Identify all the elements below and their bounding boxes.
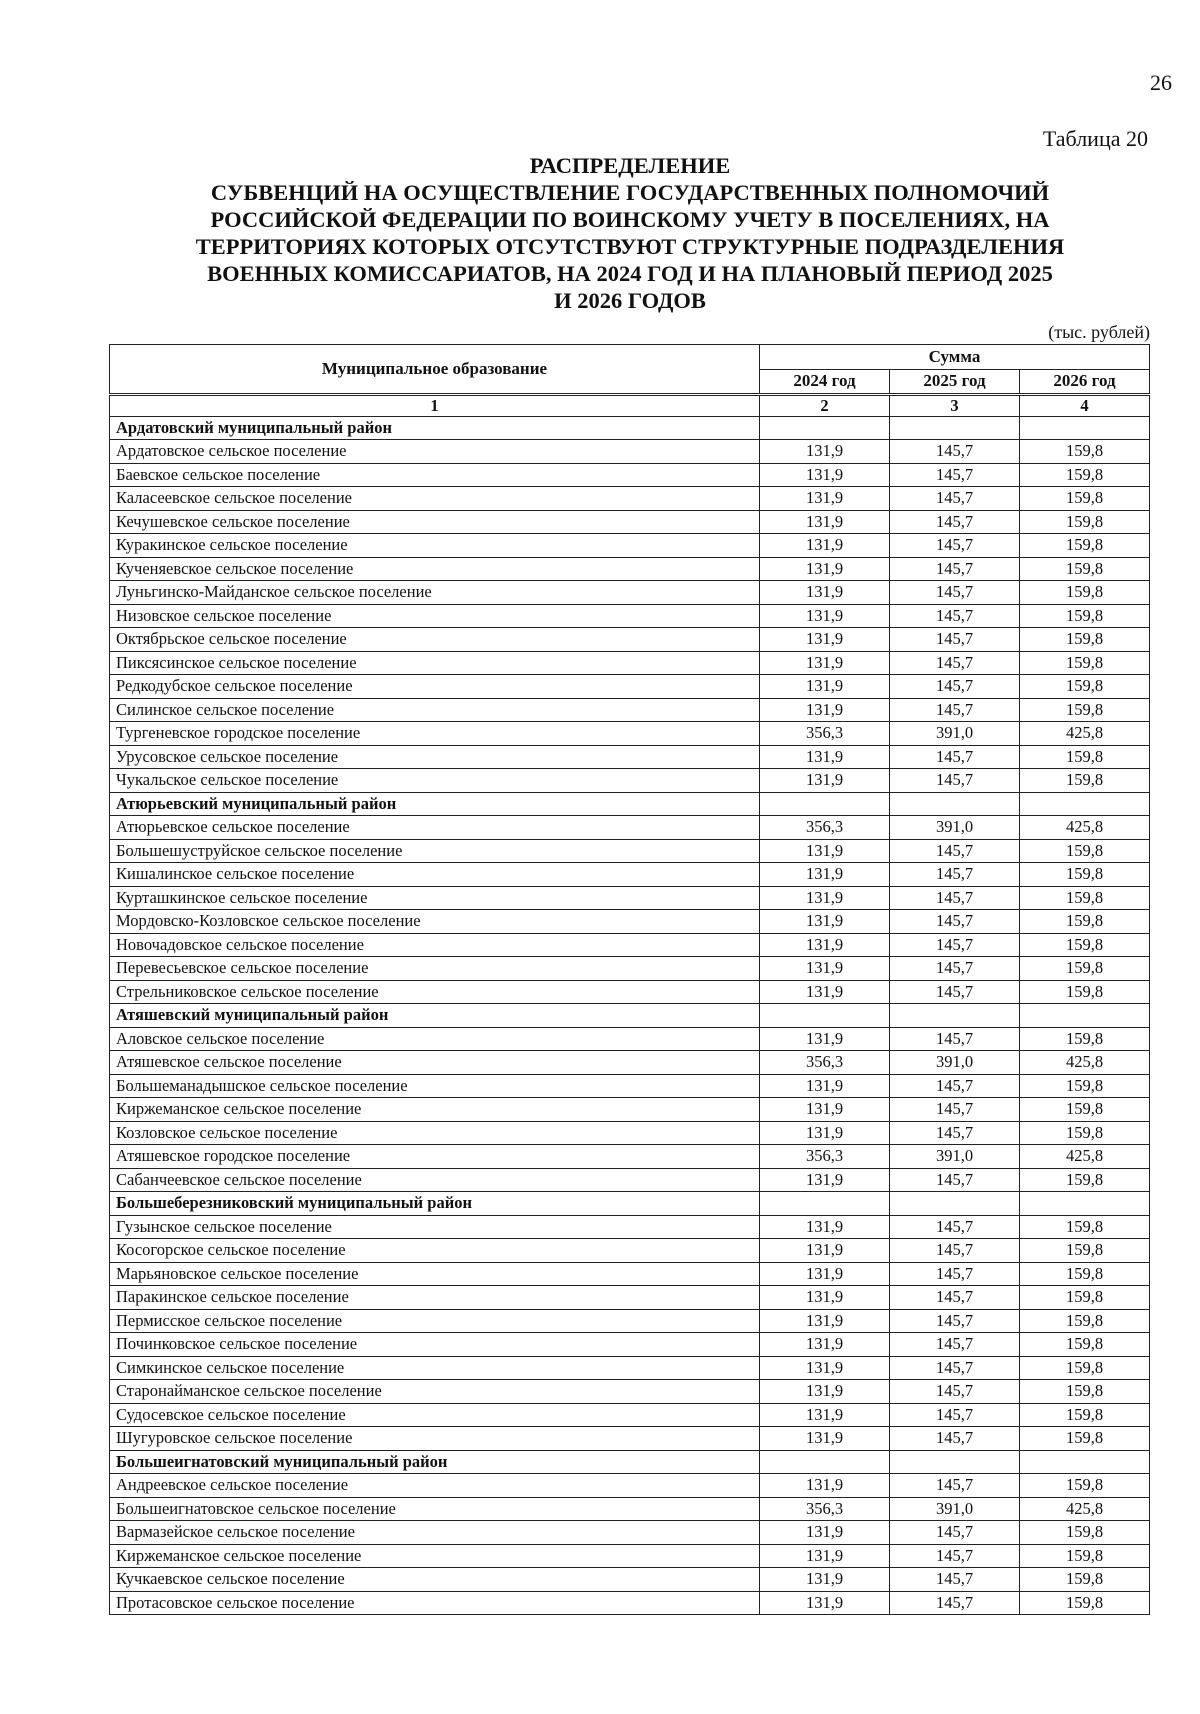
- amount-2026: 159,8: [1020, 1027, 1150, 1051]
- amount-2025: 145,7: [890, 675, 1020, 699]
- settlement-name: Октябрьское сельское поселение: [110, 628, 760, 652]
- settlement-name: Пермисское сельское поселение: [110, 1309, 760, 1333]
- amount-2025: 145,7: [890, 604, 1020, 628]
- table-row: [110, 1027, 1150, 1051]
- amount-2024: 356,3: [760, 1497, 890, 1521]
- settlement-name: Ардатовское сельское поселение: [110, 440, 760, 464]
- table-row: [110, 1215, 1150, 1239]
- amount-2024: 131,9: [760, 1380, 890, 1404]
- amount-2026: 159,8: [1020, 1474, 1150, 1498]
- amount-2024: 131,9: [760, 1027, 890, 1051]
- amount-2025: 145,7: [890, 1333, 1020, 1357]
- table-row: [110, 534, 1150, 558]
- district-row: [110, 1004, 1150, 1028]
- settlement-name: Шугуровское сельское поселение: [110, 1427, 760, 1451]
- table-row: [110, 816, 1150, 840]
- amount-2026: [1020, 1450, 1150, 1474]
- amount-2025: 145,7: [890, 1427, 1020, 1451]
- amount-2024: 131,9: [760, 510, 890, 534]
- amount-2024: 131,9: [760, 651, 890, 675]
- amount-2025: 145,7: [890, 440, 1020, 464]
- amount-2025: 145,7: [890, 628, 1020, 652]
- settlement-name: Косогорское сельское поселение: [110, 1239, 760, 1263]
- amount-2024: 356,3: [760, 722, 890, 746]
- settlement-name: Большеманадышское сельское поселение: [110, 1074, 760, 1098]
- amount-2024: 131,9: [760, 698, 890, 722]
- amount-2025: 145,7: [890, 910, 1020, 934]
- amount-2025: [890, 1450, 1020, 1474]
- table-row: [110, 1544, 1150, 1568]
- amount-2026: 159,8: [1020, 769, 1150, 793]
- amount-2024: 131,9: [760, 1427, 890, 1451]
- column-number: 1: [110, 394, 760, 416]
- amount-2024: 131,9: [760, 1568, 890, 1592]
- title-line: ТЕРРИТОРИЯХ КОТОРЫХ ОТСУТСТВУЮТ СТРУКТУРНЫЕ ПОДРАЗДЕЛЕНИЯ: [195, 234, 1065, 259]
- amount-2024: 131,9: [760, 933, 890, 957]
- table-row: [110, 628, 1150, 652]
- amount-2024: [760, 792, 890, 816]
- amount-2024: [760, 1004, 890, 1028]
- amount-2026: 159,8: [1020, 1074, 1150, 1098]
- district-row: [110, 1450, 1150, 1474]
- column-number: 2: [760, 394, 890, 416]
- settlement-name: Новочадовское сельское поселение: [110, 933, 760, 957]
- amount-2026: 159,8: [1020, 463, 1150, 487]
- amount-2025: 391,0: [890, 816, 1020, 840]
- amount-2025: 145,7: [890, 1380, 1020, 1404]
- amount-2026: 159,8: [1020, 440, 1150, 464]
- amount-2026: 159,8: [1020, 1568, 1150, 1592]
- district-row: [110, 1192, 1150, 1216]
- amount-2025: 145,7: [890, 463, 1020, 487]
- amount-2024: 131,9: [760, 581, 890, 605]
- amount-2026: 159,8: [1020, 557, 1150, 581]
- amount-2025: 391,0: [890, 722, 1020, 746]
- settlement-name: Старонайманское сельское поселение: [110, 1380, 760, 1404]
- amount-2024: 131,9: [760, 675, 890, 699]
- table-body: [110, 416, 1150, 1615]
- amount-2025: 145,7: [890, 1309, 1020, 1333]
- settlement-name: Кишалинское сельское поселение: [110, 863, 760, 887]
- table-row: [110, 1474, 1150, 1498]
- amount-2025: 145,7: [890, 769, 1020, 793]
- amount-2026: 159,8: [1020, 1215, 1150, 1239]
- amount-2024: 131,9: [760, 886, 890, 910]
- table-row: [110, 463, 1150, 487]
- table-row: [110, 1427, 1150, 1451]
- amount-2026: 159,8: [1020, 534, 1150, 558]
- table-row: [110, 1051, 1150, 1075]
- district-name: Атяшевский муниципальный район: [110, 1004, 760, 1028]
- amount-2024: 131,9: [760, 604, 890, 628]
- settlement-name: Сабанчеевское сельское поселение: [110, 1168, 760, 1192]
- table-row: [110, 1121, 1150, 1145]
- table-row: [110, 440, 1150, 464]
- amount-2024: 131,9: [760, 1333, 890, 1357]
- amount-2025: 145,7: [890, 1286, 1020, 1310]
- settlement-name: Атяшевское сельское поселение: [110, 1051, 760, 1075]
- amount-2024: [760, 416, 890, 440]
- amount-2024: 131,9: [760, 1262, 890, 1286]
- amount-2025: 145,7: [890, 886, 1020, 910]
- amount-2026: 159,8: [1020, 1333, 1150, 1357]
- amount-2024: 131,9: [760, 1309, 890, 1333]
- district-name: Большеберезниковский муниципальный район: [110, 1192, 760, 1216]
- amount-2026: 159,8: [1020, 1286, 1150, 1310]
- settlement-name: Низовское сельское поселение: [110, 604, 760, 628]
- amount-2024: 131,9: [760, 980, 890, 1004]
- table-row: [110, 839, 1150, 863]
- amount-2025: [890, 792, 1020, 816]
- settlement-name: Баевское сельское поселение: [110, 463, 760, 487]
- table-row: [110, 675, 1150, 699]
- amount-2026: 159,8: [1020, 745, 1150, 769]
- table-row: [110, 863, 1150, 887]
- amount-2025: 145,7: [890, 1027, 1020, 1051]
- amount-2024: 131,9: [760, 1474, 890, 1498]
- amount-2026: 159,8: [1020, 1121, 1150, 1145]
- amount-2025: 145,7: [890, 1474, 1020, 1498]
- amount-2025: 145,7: [890, 1521, 1020, 1545]
- amount-2024: 131,9: [760, 1121, 890, 1145]
- amount-2026: 159,8: [1020, 863, 1150, 887]
- settlement-name: Симкинское сельское поселение: [110, 1356, 760, 1380]
- settlement-name: Киржеманское сельское поселение: [110, 1544, 760, 1568]
- amount-2025: 145,7: [890, 557, 1020, 581]
- settlement-name: Починковское сельское поселение: [110, 1333, 760, 1357]
- table-row: [110, 1591, 1150, 1615]
- amount-2025: 145,7: [890, 510, 1020, 534]
- district-name: Большеигнатовский муниципальный район: [110, 1450, 760, 1474]
- table-row: [110, 557, 1150, 581]
- amount-2024: 131,9: [760, 557, 890, 581]
- amount-2025: [890, 416, 1020, 440]
- amount-2025: 145,7: [890, 1591, 1020, 1615]
- title-line: ВОЕННЫХ КОМИССАРИАТОВ, НА 2024 ГОД И НА ПЛАНОВЫЙ ПЕРИОД 2025: [207, 261, 1053, 286]
- amount-2024: 131,9: [760, 839, 890, 863]
- amount-2024: 131,9: [760, 1544, 890, 1568]
- header-year-2024: 2024 год: [760, 370, 890, 395]
- settlement-name: Кучкаевское сельское поселение: [110, 1568, 760, 1592]
- amount-2024: [760, 1192, 890, 1216]
- amount-2026: 159,8: [1020, 675, 1150, 699]
- amount-2026: 159,8: [1020, 510, 1150, 534]
- table-row: [110, 698, 1150, 722]
- amount-2026: 425,8: [1020, 816, 1150, 840]
- table-row: [110, 510, 1150, 534]
- amount-2025: 145,7: [890, 1356, 1020, 1380]
- amount-2026: 425,8: [1020, 1497, 1150, 1521]
- table-row: [110, 769, 1150, 793]
- table-row: [110, 1497, 1150, 1521]
- table-row: [110, 604, 1150, 628]
- title-line: И 2026 ГОДОВ: [554, 288, 706, 313]
- settlement-name: Вармазейское сельское поселение: [110, 1521, 760, 1545]
- district-name: Ардатовский муниципальный район: [110, 416, 760, 440]
- settlement-name: Мордовско-Козловское сельское поселение: [110, 910, 760, 934]
- settlement-name: Тургеневское городское поселение: [110, 722, 760, 746]
- settlement-name: Курташкинское сельское поселение: [110, 886, 760, 910]
- table-row: [110, 1333, 1150, 1357]
- table-row: [110, 910, 1150, 934]
- table-row: [110, 1380, 1150, 1404]
- amount-2026: 159,8: [1020, 980, 1150, 1004]
- amount-2026: 159,8: [1020, 604, 1150, 628]
- amount-2024: [760, 1450, 890, 1474]
- amount-2026: 159,8: [1020, 651, 1150, 675]
- table-row: [110, 581, 1150, 605]
- amount-2025: 145,7: [890, 1403, 1020, 1427]
- amount-2024: 131,9: [760, 1286, 890, 1310]
- amount-2026: 159,8: [1020, 1427, 1150, 1451]
- amount-2026: [1020, 792, 1150, 816]
- amount-2026: 159,8: [1020, 1356, 1150, 1380]
- district-row: [110, 416, 1150, 440]
- amount-2025: [890, 1192, 1020, 1216]
- amount-2026: [1020, 1004, 1150, 1028]
- table-row: [110, 1168, 1150, 1192]
- settlement-name: Урусовское сельское поселение: [110, 745, 760, 769]
- amount-2024: 131,9: [760, 534, 890, 558]
- amount-2026: 159,8: [1020, 910, 1150, 934]
- amount-2025: 391,0: [890, 1497, 1020, 1521]
- amount-2025: 145,7: [890, 487, 1020, 511]
- table-row: [110, 651, 1150, 675]
- amount-2026: 159,8: [1020, 1521, 1150, 1545]
- amount-2025: 145,7: [890, 581, 1020, 605]
- amount-2025: [890, 1004, 1020, 1028]
- amount-2024: 131,9: [760, 463, 890, 487]
- amount-2026: 159,8: [1020, 933, 1150, 957]
- amount-2025: 145,7: [890, 980, 1020, 1004]
- settlement-name: Кечушевское сельское поселение: [110, 510, 760, 534]
- amount-2024: 131,9: [760, 863, 890, 887]
- settlement-name: Перевесьевское сельское поселение: [110, 957, 760, 981]
- amount-2024: 131,9: [760, 440, 890, 464]
- amount-2025: 145,7: [890, 957, 1020, 981]
- amount-2024: 131,9: [760, 1356, 890, 1380]
- amount-2024: 131,9: [760, 1168, 890, 1192]
- settlement-name: Атюрьевское сельское поселение: [110, 816, 760, 840]
- amount-2024: 131,9: [760, 1239, 890, 1263]
- amount-2025: 391,0: [890, 1145, 1020, 1169]
- settlement-name: Куракинское сельское поселение: [110, 534, 760, 558]
- amount-2026: 159,8: [1020, 1262, 1150, 1286]
- table-row: [110, 1074, 1150, 1098]
- table-row: [110, 1098, 1150, 1122]
- settlement-name: Атяшевское городское поселение: [110, 1145, 760, 1169]
- header-sum: Сумма: [760, 345, 1150, 370]
- amount-2025: 145,7: [890, 1098, 1020, 1122]
- settlement-name: Большеигнатовское сельское поселение: [110, 1497, 760, 1521]
- table-row: [110, 933, 1150, 957]
- amount-2025: 145,7: [890, 534, 1020, 558]
- amount-2026: 159,8: [1020, 1309, 1150, 1333]
- settlement-name: Судосевское сельское поселение: [110, 1403, 760, 1427]
- settlement-name: Аловское сельское поселение: [110, 1027, 760, 1051]
- settlement-name: Козловское сельское поселение: [110, 1121, 760, 1145]
- amount-2024: 131,9: [760, 910, 890, 934]
- amount-2025: 145,7: [890, 839, 1020, 863]
- amount-2024: 131,9: [760, 745, 890, 769]
- amount-2025: 145,7: [890, 698, 1020, 722]
- table-row: [110, 1262, 1150, 1286]
- amount-2025: 145,7: [890, 863, 1020, 887]
- amount-2025: 145,7: [890, 1121, 1020, 1145]
- table-row: [110, 1309, 1150, 1333]
- header-year-2025: 2025 год: [890, 370, 1020, 395]
- amount-2026: 159,8: [1020, 1403, 1150, 1427]
- table-row: [110, 1521, 1150, 1545]
- amount-2024: 131,9: [760, 957, 890, 981]
- amount-2024: 131,9: [760, 1215, 890, 1239]
- table-label: Таблица 20: [1042, 126, 1148, 151]
- amount-2026: 159,8: [1020, 1591, 1150, 1615]
- amount-2024: 356,3: [760, 816, 890, 840]
- table-row: [110, 1403, 1150, 1427]
- settlement-name: Пиксясинское сельское поселение: [110, 651, 760, 675]
- settlement-name: Протасовское сельское поселение: [110, 1591, 760, 1615]
- title-line: РАСПРЕДЕЛЕНИЕ: [529, 153, 731, 178]
- table-row: [110, 957, 1150, 981]
- table-row: [110, 745, 1150, 769]
- amount-2024: 131,9: [760, 1521, 890, 1545]
- settlement-name: Гузынское сельское поселение: [110, 1215, 760, 1239]
- amount-2026: 159,8: [1020, 628, 1150, 652]
- units-note: (тыс. рублей): [1048, 322, 1150, 342]
- settlement-name: Киржеманское сельское поселение: [110, 1098, 760, 1122]
- settlement-name: Паракинское сельское поселение: [110, 1286, 760, 1310]
- amount-2024: 131,9: [760, 769, 890, 793]
- settlement-name: Редкодубское сельское поселение: [110, 675, 760, 699]
- amount-2024: 356,3: [760, 1051, 890, 1075]
- amount-2024: 131,9: [760, 1074, 890, 1098]
- amount-2026: 425,8: [1020, 722, 1150, 746]
- table-row: [110, 1145, 1150, 1169]
- table-row: [110, 487, 1150, 511]
- amount-2026: 425,8: [1020, 1145, 1150, 1169]
- distribution-table: [109, 344, 1150, 1615]
- amount-2026: 159,8: [1020, 698, 1150, 722]
- column-number: 3: [890, 394, 1020, 416]
- amount-2025: 391,0: [890, 1051, 1020, 1075]
- settlement-name: Кученяевское сельское поселение: [110, 557, 760, 581]
- amount-2026: 425,8: [1020, 1051, 1150, 1075]
- table-row: [110, 886, 1150, 910]
- amount-2025: 145,7: [890, 1239, 1020, 1263]
- settlement-name: Луньгинско-Майданское сельское поселение: [110, 581, 760, 605]
- amount-2026: 159,8: [1020, 1380, 1150, 1404]
- amount-2025: 145,7: [890, 933, 1020, 957]
- amount-2026: [1020, 416, 1150, 440]
- table-row: [110, 1286, 1150, 1310]
- table-row: [110, 980, 1150, 1004]
- amount-2025: 145,7: [890, 745, 1020, 769]
- amount-2026: 159,8: [1020, 886, 1150, 910]
- amount-2025: 145,7: [890, 1568, 1020, 1592]
- amount-2025: 145,7: [890, 1262, 1020, 1286]
- header-year-2026: 2026 год: [1020, 370, 1150, 395]
- settlement-name: Андреевское сельское поселение: [110, 1474, 760, 1498]
- settlement-name: Силинское сельское поселение: [110, 698, 760, 722]
- settlement-name: Марьяновское сельское поселение: [110, 1262, 760, 1286]
- amount-2025: 145,7: [890, 1168, 1020, 1192]
- amount-2026: 159,8: [1020, 1239, 1150, 1263]
- table-row: [110, 1568, 1150, 1592]
- amount-2026: 159,8: [1020, 581, 1150, 605]
- amount-2025: 145,7: [890, 651, 1020, 675]
- amount-2026: 159,8: [1020, 1098, 1150, 1122]
- amount-2024: 131,9: [760, 1098, 890, 1122]
- amount-2026: 159,8: [1020, 487, 1150, 511]
- table-row: [110, 722, 1150, 746]
- settlement-name: Стрельниковское сельское поселение: [110, 980, 760, 1004]
- table-row: [110, 1239, 1150, 1263]
- district-row: [110, 792, 1150, 816]
- settlement-name: Каласеевское сельское поселение: [110, 487, 760, 511]
- amount-2024: 131,9: [760, 487, 890, 511]
- amount-2025: 145,7: [890, 1074, 1020, 1098]
- amount-2024: 356,3: [760, 1145, 890, 1169]
- settlement-name: Большешуструйское сельское поселение: [110, 839, 760, 863]
- amount-2024: 131,9: [760, 1591, 890, 1615]
- page-number: 26: [1150, 70, 1172, 95]
- amount-2026: 159,8: [1020, 1544, 1150, 1568]
- header-municipality: Муниципальное образование: [110, 345, 760, 395]
- amount-2024: 131,9: [760, 628, 890, 652]
- amount-2025: 145,7: [890, 1544, 1020, 1568]
- title-line: СУБВЕНЦИЙ НА ОСУЩЕСТВЛЕНИЕ ГОСУДАРСТВЕННЫХ ПОЛНОМОЧИЙ: [210, 180, 1050, 205]
- amount-2025: 145,7: [890, 1215, 1020, 1239]
- amount-2026: 159,8: [1020, 839, 1150, 863]
- table-row: [110, 1356, 1150, 1380]
- amount-2026: [1020, 1192, 1150, 1216]
- title-line: РОССИЙСКОЙ ФЕДЕРАЦИИ ПО ВОИНСКОМУ УЧЕТУ В ПОСЕЛЕНИЯХ, НА: [210, 207, 1050, 232]
- amount-2024: 131,9: [760, 1403, 890, 1427]
- amount-2026: 159,8: [1020, 1168, 1150, 1192]
- document-title: [110, 152, 1150, 314]
- column-number: 4: [1020, 394, 1150, 416]
- settlement-name: Чукальское сельское поселение: [110, 769, 760, 793]
- district-name: Атюрьевский муниципальный район: [110, 792, 760, 816]
- amount-2026: 159,8: [1020, 957, 1150, 981]
